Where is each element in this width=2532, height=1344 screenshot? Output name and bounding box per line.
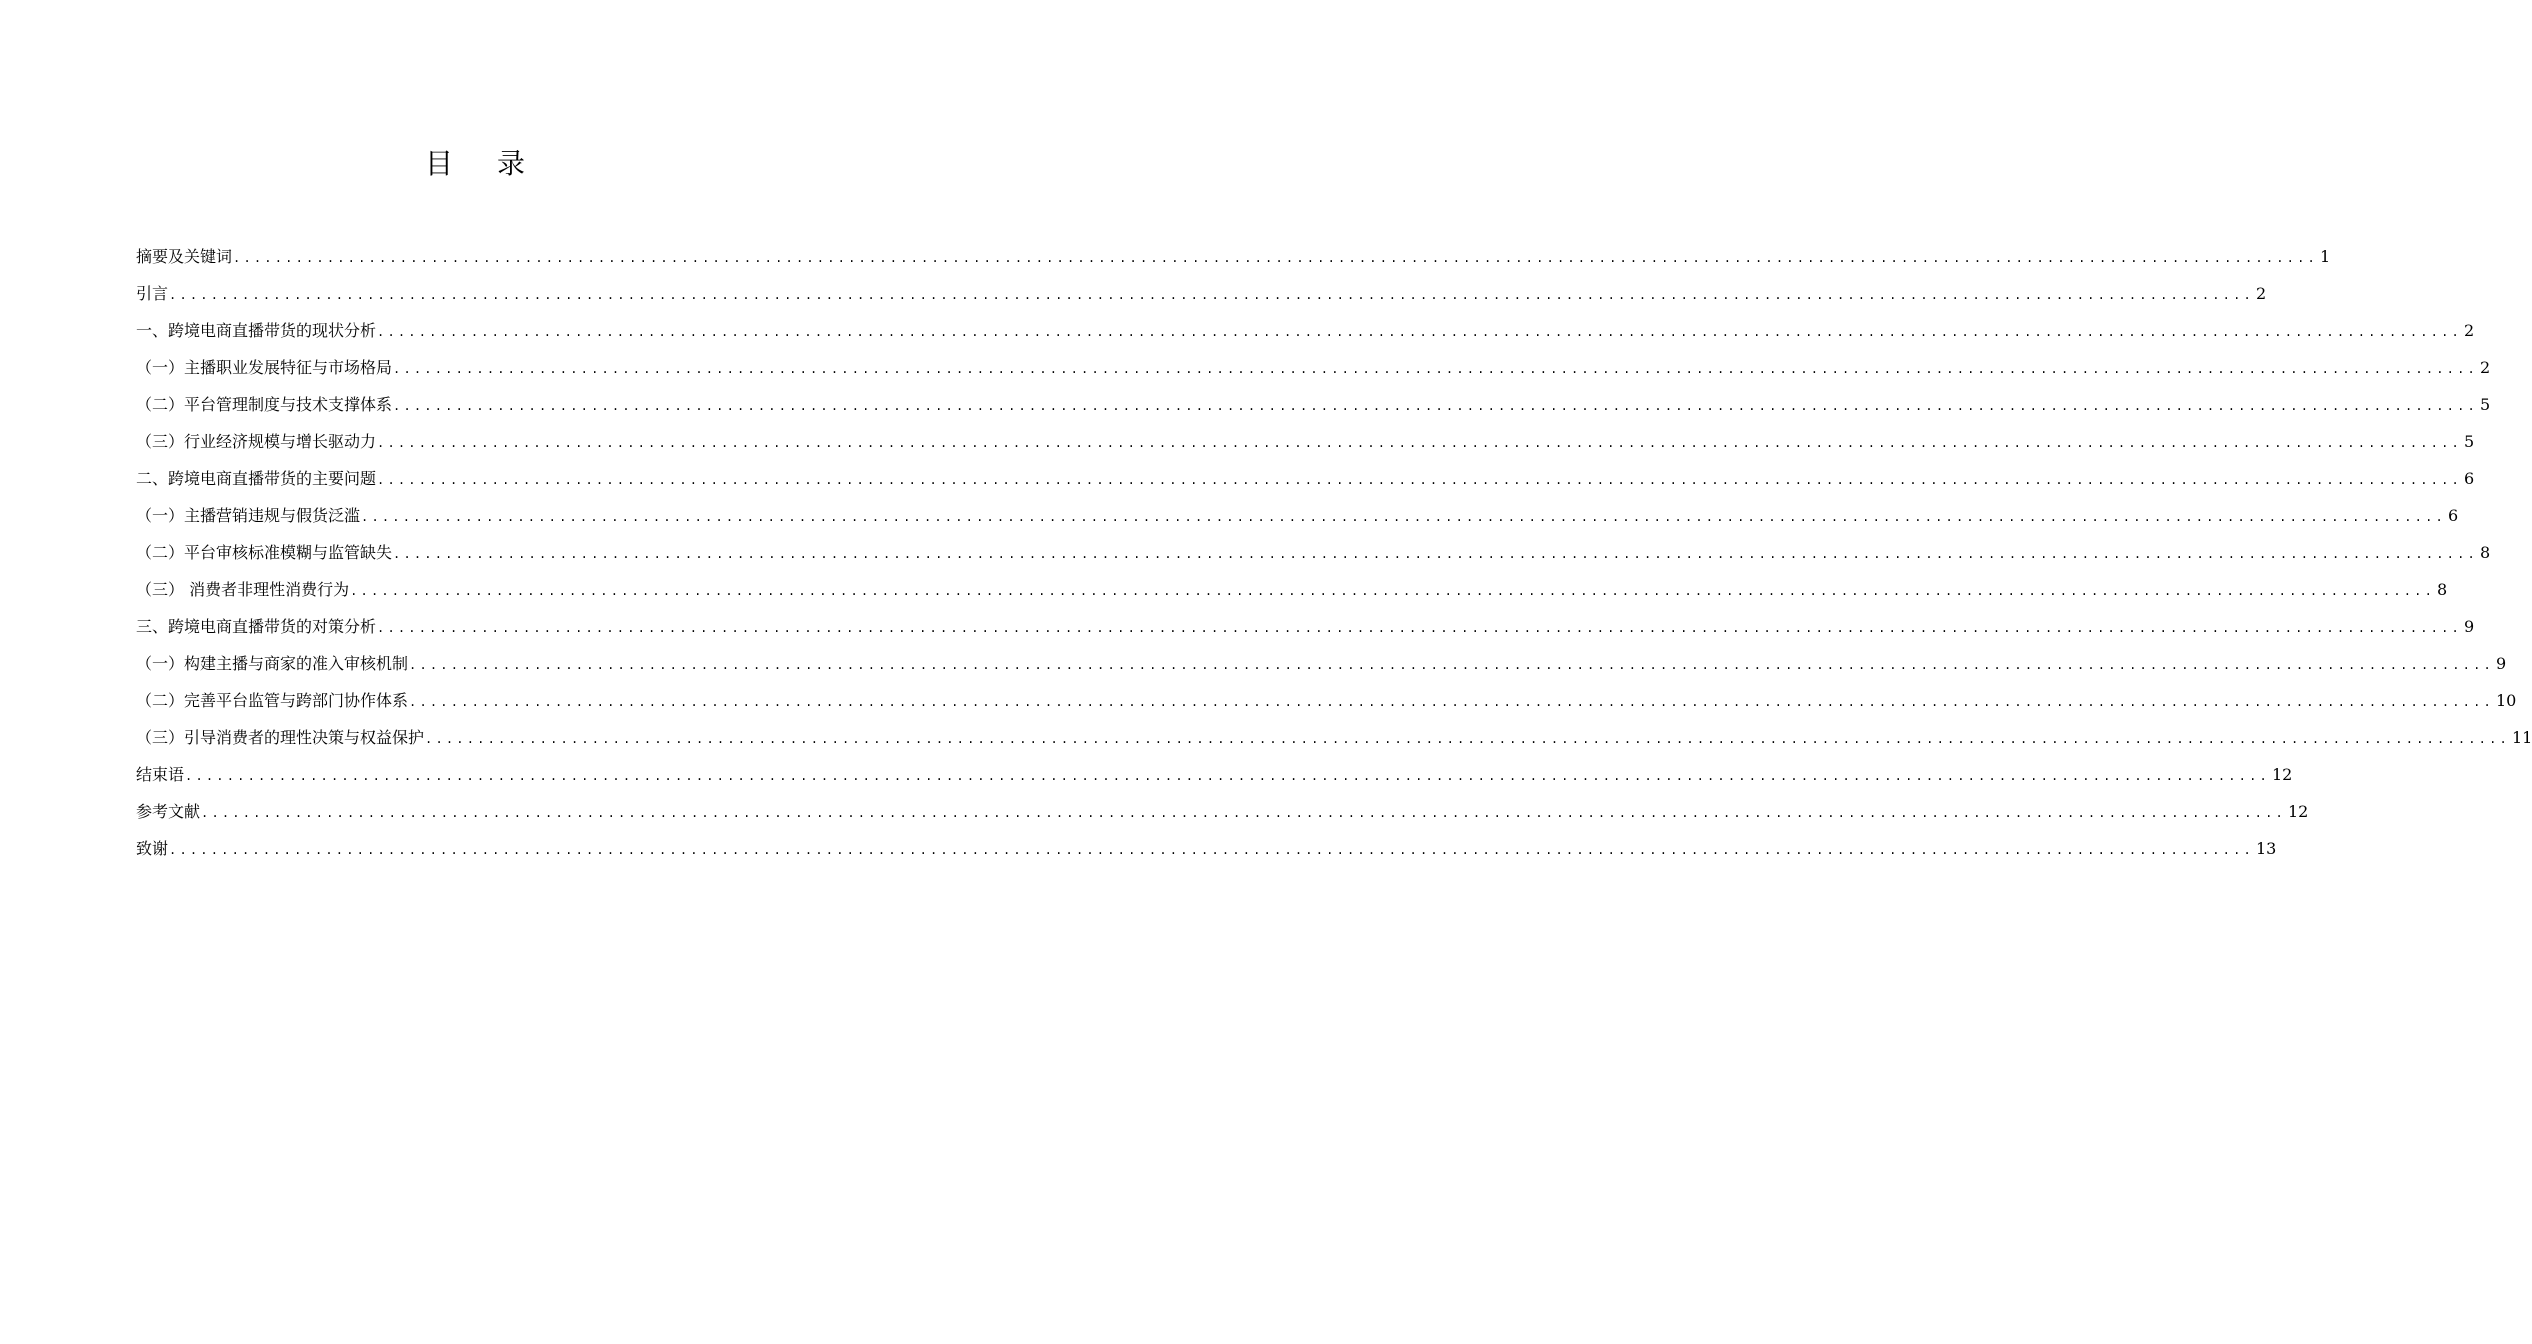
toc-entry-label: 三、跨境电商直播带货的对策分析 bbox=[136, 617, 377, 636]
toc-entry[interactable] bbox=[136, 793, 2309, 830]
toc-entry-page-number: 1 bbox=[2319, 247, 2331, 266]
toc-entry-label: （一）主播营销违规与假货泛滥 bbox=[136, 506, 361, 525]
toc-dot-leader: ........................................................................................................................................................................................................ bbox=[393, 547, 2478, 561]
toc-dot-leader: ........................................................................................................................................................................................................ bbox=[350, 584, 2436, 598]
toc-entry[interactable] bbox=[136, 756, 2293, 793]
page-title bbox=[0, 142, 950, 186]
toc-entry[interactable] bbox=[136, 423, 2475, 460]
toc-entry-label: 结束语 bbox=[136, 765, 185, 784]
toc-entry-page-number: 13 bbox=[2255, 839, 2277, 858]
toc-entry-page-number: 2 bbox=[2479, 358, 2491, 377]
toc-entry[interactable] bbox=[136, 497, 2459, 534]
toc-entry-page-number: 11 bbox=[2511, 728, 2532, 747]
toc-entry-label: 参考文献 bbox=[136, 802, 201, 821]
title-char-2: 录 bbox=[497, 147, 526, 180]
toc-entry[interactable] bbox=[136, 719, 2532, 756]
toc-entry-page-number: 6 bbox=[2447, 506, 2459, 525]
toc-entry-page-number: 8 bbox=[2437, 580, 2448, 599]
toc-dot-leader: ........................................................................................................................................................................................................ bbox=[393, 362, 2478, 376]
toc-entry[interactable] bbox=[136, 682, 2517, 719]
toc-entry-page-number: 8 bbox=[2479, 543, 2491, 562]
toc-entry[interactable] bbox=[136, 238, 2331, 275]
toc-entry-label: 引言 bbox=[136, 284, 169, 303]
toc-entry-page-number: 5 bbox=[2479, 395, 2491, 414]
toc-dot-leader: ........................................................................................................................................................................................................ bbox=[409, 658, 2494, 672]
toc-dot-leader: ........................................................................................................................................................................................................ bbox=[377, 473, 2462, 487]
toc-dot-leader: ........................................................................................................................................................................................................ bbox=[185, 769, 2270, 783]
toc-entry-label: 摘要及关键词 bbox=[136, 247, 233, 266]
toc-dot-leader: ........................................................................................................................................................................................................ bbox=[169, 843, 2254, 857]
toc-dot-leader: ........................................................................................................................................................................................................ bbox=[169, 288, 2254, 302]
toc-entry[interactable] bbox=[136, 608, 2475, 645]
toc-entry-label: 致谢 bbox=[136, 839, 169, 858]
toc-dot-leader: ........................................................................................................................................................................................................ bbox=[377, 436, 2462, 450]
toc-entry[interactable] bbox=[136, 386, 2491, 423]
toc-entry-page-number: 5 bbox=[2463, 432, 2475, 451]
toc-entry-page-number: 2 bbox=[2255, 284, 2267, 303]
toc-entry[interactable] bbox=[136, 830, 2277, 867]
toc-entry[interactable] bbox=[136, 571, 2448, 608]
toc-entry[interactable] bbox=[136, 645, 2507, 682]
toc-entry-label: （二）平台审核标准模糊与监管缺失 bbox=[136, 543, 393, 562]
toc-entry-page-number: 12 bbox=[2287, 802, 2309, 821]
toc-entry-page-number: 10 bbox=[2495, 691, 2517, 710]
toc-entry-label: （一）构建主播与商家的准入审核机制 bbox=[136, 654, 409, 673]
toc-entry-label: （三）引导消费者的理性决策与权益保护 bbox=[136, 728, 425, 747]
toc-entry[interactable] bbox=[136, 275, 2267, 312]
toc-entry[interactable] bbox=[136, 534, 2491, 571]
toc-entry-page-number: 2 bbox=[2463, 321, 2475, 340]
toc-dot-leader: ........................................................................................................................................................................................................ bbox=[377, 621, 2462, 635]
table-of-contents bbox=[136, 238, 2532, 867]
toc-dot-leader: ........................................................................................................................................................................................................ bbox=[361, 510, 2446, 524]
toc-dot-leader: ........................................................................................................................................................................................................ bbox=[201, 806, 2286, 820]
toc-entry-label: （三） 消费者非理性消费行为 bbox=[136, 580, 350, 599]
toc-entry-label: （二）完善平台监管与跨部门协作体系 bbox=[136, 691, 409, 710]
toc-entry-label: 二、跨境电商直播带货的主要问题 bbox=[136, 469, 377, 488]
toc-entry-label: 一、跨境电商直播带货的现状分析 bbox=[136, 321, 377, 340]
title-char-1: 目 bbox=[424, 147, 453, 180]
toc-entry[interactable] bbox=[136, 460, 2475, 497]
toc-dot-leader: ........................................................................................................................................................................................................ bbox=[425, 732, 2510, 746]
toc-dot-leader: ........................................................................................................................................................................................................ bbox=[377, 325, 2462, 339]
toc-entry-page-number: 9 bbox=[2463, 617, 2475, 636]
toc-entry-label: （一）主播职业发展特征与市场格局 bbox=[136, 358, 393, 377]
toc-entry-label: （三）行业经济规模与增长驱动力 bbox=[136, 432, 377, 451]
toc-dot-leader: ........................................................................................................................................................................................................ bbox=[409, 695, 2494, 709]
toc-entry[interactable] bbox=[136, 312, 2475, 349]
toc-entry-page-number: 6 bbox=[2463, 469, 2475, 488]
toc-dot-leader: ........................................................................................................................................................................................................ bbox=[233, 251, 2318, 265]
toc-entry-label: （二）平台管理制度与技术支撑体系 bbox=[136, 395, 393, 414]
toc-entry-page-number: 12 bbox=[2271, 765, 2293, 784]
toc-entry[interactable] bbox=[136, 349, 2491, 386]
toc-dot-leader: ........................................................................................................................................................................................................ bbox=[393, 399, 2478, 413]
toc-entry-page-number: 9 bbox=[2495, 654, 2507, 673]
